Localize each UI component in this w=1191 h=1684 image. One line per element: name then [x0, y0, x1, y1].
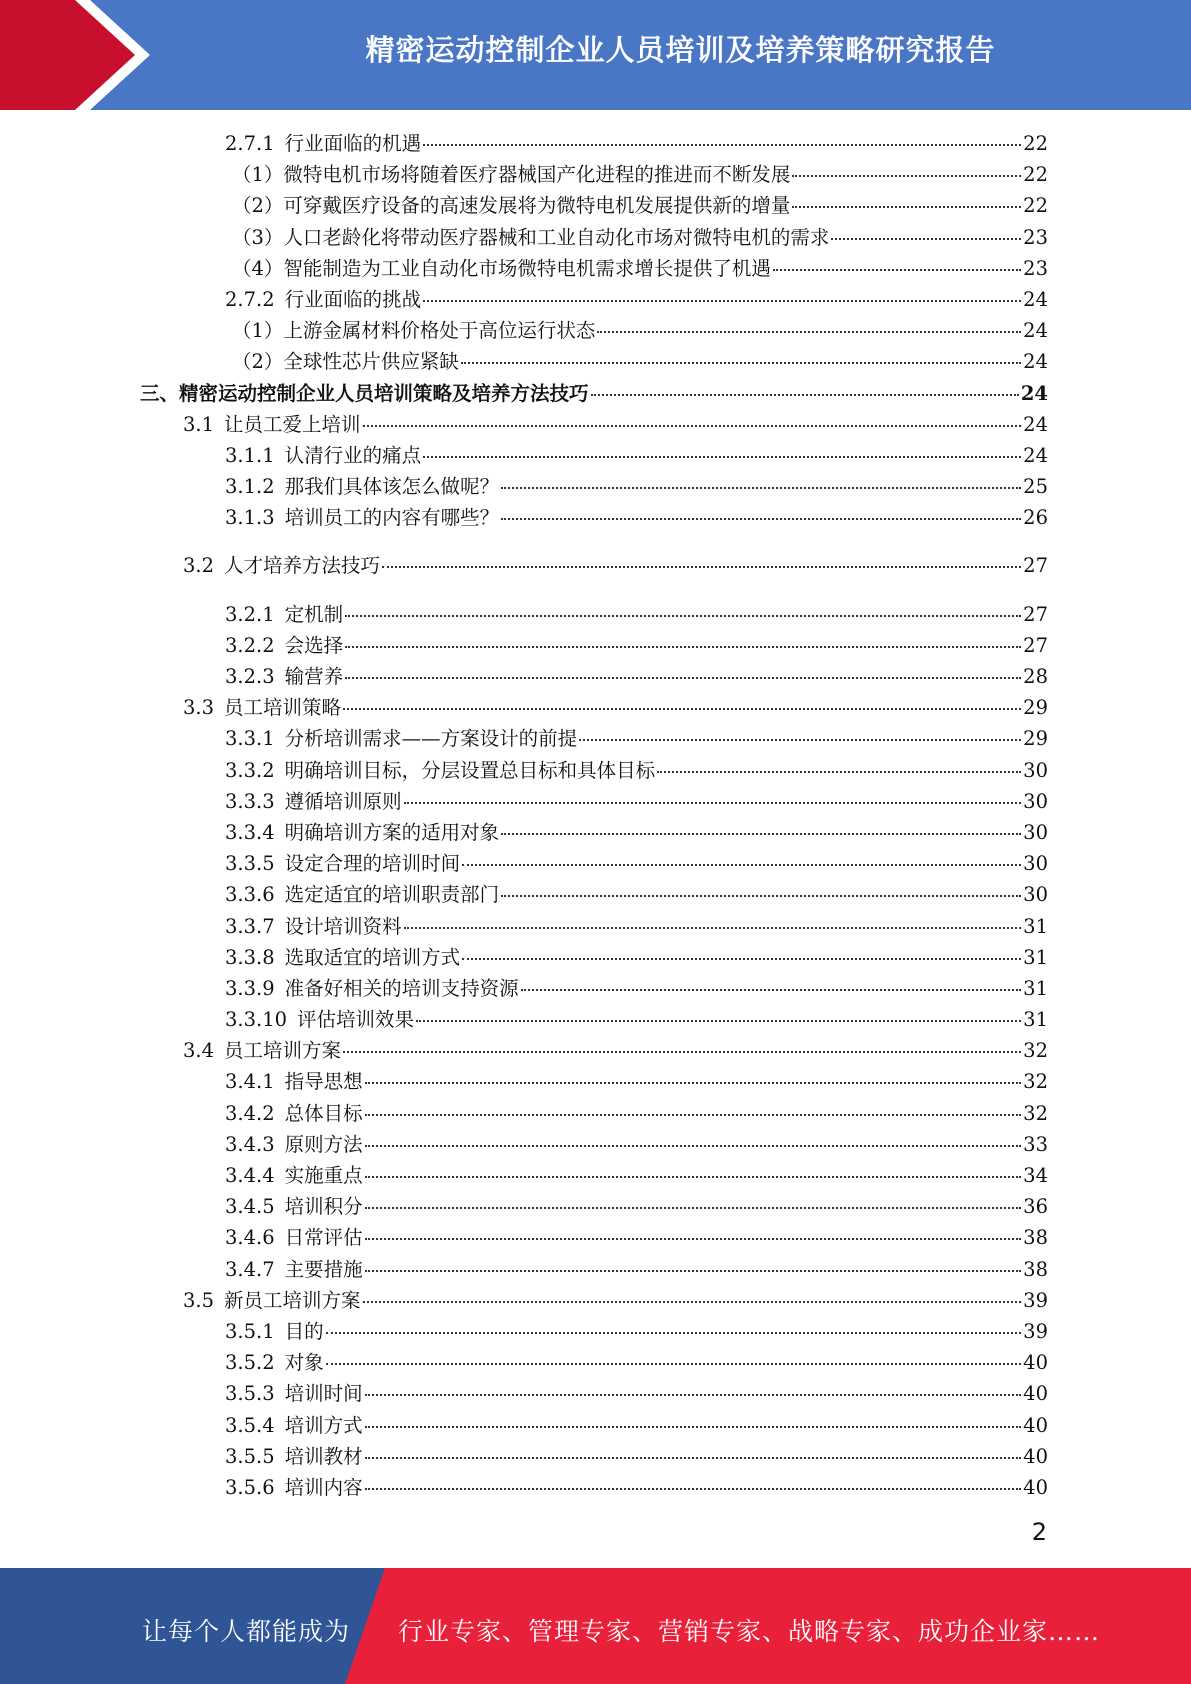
toc-entry[interactable]	[140, 128, 1048, 159]
toc-dot-leader	[501, 487, 1021, 489]
toc-entry-page: 23	[1023, 256, 1048, 280]
toc-entry-page: 24	[1023, 412, 1048, 436]
toc-entry-page: 27	[1023, 602, 1048, 626]
toc-entry-title: 设定合理的培训时间	[284, 852, 461, 876]
toc-entry-title: 行业面临的机遇	[284, 132, 422, 155]
toc-entry-number: 3.4.1	[225, 1070, 275, 1094]
toc-entry-number: 3.3.6	[225, 883, 275, 907]
toc-entry[interactable]	[140, 550, 1048, 581]
toc-entry-title: 输营养	[284, 665, 344, 688]
toc-entry[interactable]	[140, 502, 1048, 533]
toc-entry-number: 3.5.2	[225, 1351, 275, 1375]
toc-entry-title: 总体目标	[284, 1101, 363, 1125]
toc-entry-title: 目的	[284, 1319, 324, 1343]
toc-dot-leader	[423, 300, 1021, 302]
toc-entry-number: 3.5.3	[225, 1382, 275, 1406]
toc-entry-page: 30	[1023, 789, 1048, 813]
toc-entry[interactable]	[140, 440, 1048, 471]
page-header	[0, 0, 1191, 110]
toc-entry-title: 培训内容	[284, 1475, 363, 1499]
toc-dot-leader	[365, 1394, 1022, 1396]
toc-entry-number: 3.5.1	[225, 1319, 275, 1343]
toc-entry-title: 日常评估	[284, 1226, 363, 1250]
toc-dot-leader	[404, 802, 1022, 804]
toc-entry-title: 培训教材	[284, 1444, 363, 1468]
toc-entry[interactable]	[140, 346, 1048, 377]
toc-dot-leader	[365, 1457, 1022, 1459]
toc-entry-number: 3.3.10	[225, 1008, 288, 1032]
toc-entry-number: 2.7.2	[225, 287, 275, 311]
toc-entry-number: 3.3.2	[225, 758, 275, 782]
toc-dot-leader	[462, 958, 1021, 960]
toc-entry-page: 40	[1023, 1382, 1048, 1406]
toc-entry-number: 3.1.2	[225, 475, 275, 499]
toc-entry[interactable]	[140, 1066, 1048, 1097]
toc-entry[interactable]	[140, 1191, 1048, 1222]
toc-dot-leader	[365, 1176, 1022, 1178]
toc-entry-number: 3.2	[183, 554, 215, 578]
toc-entry[interactable]	[140, 817, 1048, 848]
toc-entry-title: 人才培养方法技巧	[224, 554, 381, 578]
toc-entry-number: 3.2.3	[225, 665, 275, 688]
toc-entry[interactable]	[140, 1254, 1048, 1285]
toc-entry-number: 3.5.6	[225, 1475, 275, 1499]
toc-entry-page: 40	[1023, 1413, 1048, 1437]
toc-entry[interactable]	[140, 1098, 1048, 1129]
toc-entry-title: 实施重点	[284, 1164, 363, 1187]
toc-entry-title: 遵循培训原则	[284, 789, 402, 813]
toc-entry-page: 31	[1023, 914, 1048, 938]
toc-entry[interactable]	[140, 911, 1048, 942]
toc-entry[interactable]	[140, 1378, 1048, 1409]
toc-dot-leader	[365, 1270, 1022, 1272]
toc-entry-number: 3.1.3	[225, 506, 275, 530]
toc-entry[interactable]	[140, 755, 1048, 786]
toc-entry-page: 31	[1023, 945, 1048, 969]
toc-entry[interactable]	[140, 942, 1048, 973]
toc-entry-number: 3.1.1	[225, 443, 275, 467]
toc-entry-title: 设计培训资料	[284, 914, 402, 938]
toc-entry-number: 3.1	[183, 412, 215, 436]
toc-entry-number: 3.2.2	[225, 633, 275, 657]
toc-entry-number: 3.4.3	[225, 1132, 275, 1156]
toc-entry-page: 24	[1020, 381, 1048, 405]
toc-entry-page: 30	[1023, 852, 1048, 876]
toc-entry-number: 3.2.1	[225, 602, 275, 626]
toc-entry-number: 3.3.8	[225, 945, 275, 969]
toc-dot-leader	[365, 1145, 1022, 1147]
toc-entry-page: 39	[1023, 1288, 1048, 1312]
toc-entry-number: 3.3	[183, 696, 215, 720]
toc-entry-title: 分析培训需求——方案设计的前提	[284, 727, 578, 751]
toc-entry[interactable]	[140, 1347, 1048, 1378]
toc-entry-page: 34	[1023, 1164, 1048, 1187]
toc-dot-leader	[423, 456, 1021, 458]
toc-entry-number: 3.3.3	[225, 789, 275, 813]
toc-entry-number: 3.4.6	[225, 1226, 275, 1250]
toc-entry-title: 培训员工的内容有哪些？	[284, 506, 500, 530]
table-of-contents	[140, 128, 1048, 1503]
toc-entry-page: 27	[1023, 633, 1048, 657]
toc-dot-leader	[326, 1363, 1022, 1365]
footer-slogan-right: 行业专家、管理专家、营销专家、战略专家、成功企业家……	[398, 1617, 1101, 1646]
toc-entry[interactable]	[140, 190, 1048, 221]
toc-dot-leader	[365, 1238, 1022, 1240]
toc-entry[interactable]	[140, 1410, 1048, 1441]
toc-dot-leader	[365, 1114, 1022, 1116]
toc-entry-title: （3）人口老龄化将带动医疗器械和工业自动化市场对微特电机的需求	[232, 225, 830, 249]
toc-entry[interactable]	[140, 848, 1048, 879]
toc-entry-title: 明确培训方案的适用对象	[284, 820, 500, 844]
toc-entry-title: 新员工培训方案	[224, 1288, 361, 1312]
toc-entry-title: 培训时间	[284, 1382, 363, 1406]
toc-dot-leader	[657, 771, 1021, 773]
toc-dot-leader	[345, 615, 1021, 617]
toc-entry[interactable]	[140, 378, 1048, 409]
toc-entry[interactable]	[140, 409, 1048, 440]
toc-entry-title: 对象	[284, 1351, 324, 1375]
toc-entry[interactable]	[140, 630, 1048, 661]
toc-entry-page: 24	[1023, 443, 1048, 467]
toc-dot-leader	[462, 864, 1021, 866]
toc-dot-leader	[326, 1332, 1022, 1334]
toc-entry-title: 三、精密运动控制企业人员培训策略及培养方法技巧	[140, 381, 589, 405]
toc-entry[interactable]	[140, 1285, 1048, 1316]
toc-entry-title: （4）智能制造为工业自动化市场微特电机需求增长提供了机遇	[232, 256, 771, 280]
toc-entry-number: 3.4.4	[225, 1164, 275, 1187]
toc-dot-leader	[461, 362, 1021, 364]
toc-entry-number: 3.3.5	[225, 852, 275, 876]
toc-entry-number: 2.7.1	[225, 132, 275, 155]
toc-entry-title: 员工培训策略	[224, 696, 342, 720]
toc-entry[interactable]	[140, 222, 1048, 253]
toc-entry-title: 评估培训效果	[297, 1008, 415, 1032]
toc-entry-page: 40	[1023, 1475, 1048, 1499]
toc-entry-page: 40	[1023, 1444, 1048, 1468]
toc-entry[interactable]	[140, 1035, 1048, 1066]
toc-entry-page: 29	[1023, 696, 1048, 720]
toc-entry-title: （1）微特电机市场将随着医疗器械国产化进程的推进而不断发展	[232, 163, 791, 187]
toc-entry-title: 准备好相关的培训支持资源	[284, 976, 519, 1000]
toc-entry-number: 3.3.9	[225, 976, 275, 1000]
toc-entry-number: 3.3.7	[225, 914, 275, 938]
toc-dot-leader	[579, 739, 1021, 741]
toc-entry-page: 38	[1023, 1226, 1048, 1250]
toc-entry-page: 32	[1023, 1039, 1048, 1063]
toc-dot-leader	[363, 1301, 1022, 1303]
toc-entry[interactable]	[140, 253, 1048, 284]
toc-dot-leader	[343, 1051, 1021, 1053]
toc-entry-page: 33	[1023, 1132, 1048, 1156]
toc-entry-page: 30	[1023, 883, 1048, 907]
toc-entry-page: 31	[1023, 976, 1048, 1000]
toc-entry-title: 让员工爱上培训	[224, 412, 361, 436]
toc-entry-page: 24	[1023, 287, 1048, 311]
toc-dot-leader	[365, 1426, 1022, 1428]
toc-entry-title: （2）全球性芯片供应紧缺	[232, 350, 459, 374]
toc-entry-title: 会选择	[284, 633, 344, 657]
toc-dot-leader	[597, 331, 1021, 333]
toc-entry[interactable]	[140, 786, 1048, 817]
toc-entry[interactable]	[140, 1316, 1048, 1347]
toc-dot-leader	[792, 206, 1021, 208]
toc-entry-title: 行业面临的挑战	[284, 287, 422, 311]
toc-dot-leader	[831, 238, 1021, 240]
toc-dot-leader	[521, 989, 1022, 991]
report-title: 精密运动控制企业人员培训及培养策略研究报告	[365, 33, 996, 67]
toc-entry-title: 员工培训方案	[224, 1039, 342, 1063]
toc-entry[interactable]	[140, 599, 1048, 630]
toc-dot-leader	[363, 425, 1022, 427]
toc-entry-number: 3.5.4	[225, 1413, 275, 1437]
toc-entry[interactable]	[140, 1160, 1048, 1191]
toc-entry[interactable]	[140, 284, 1048, 315]
toc-dot-leader	[501, 518, 1021, 520]
toc-entry[interactable]	[140, 1472, 1048, 1503]
toc-entry[interactable]	[140, 879, 1048, 910]
toc-entry-number: 3.3.1	[225, 727, 275, 751]
toc-entry-title: 定机制	[284, 602, 344, 626]
toc-entry[interactable]	[140, 661, 1048, 692]
toc-entry-page: 23	[1023, 225, 1048, 249]
toc-dot-leader	[365, 1082, 1022, 1084]
toc-entry[interactable]	[140, 723, 1048, 754]
toc-entry-title: 原则方法	[284, 1132, 363, 1156]
toc-entry[interactable]	[140, 1129, 1048, 1160]
toc-entry-number: 3.3.4	[225, 820, 275, 844]
toc-entry[interactable]	[140, 973, 1048, 1004]
toc-entry-page: 32	[1023, 1070, 1048, 1094]
toc-dot-leader	[343, 708, 1021, 710]
toc-dot-leader	[501, 833, 1021, 835]
toc-dot-leader	[591, 394, 1019, 396]
toc-entry-title: 认清行业的痛点	[284, 443, 422, 467]
toc-dot-leader	[501, 895, 1021, 897]
page-number: 2	[1031, 1518, 1047, 1546]
toc-dot-leader	[365, 1488, 1022, 1490]
toc-dot-leader	[404, 927, 1022, 929]
toc-entry[interactable]	[140, 315, 1048, 346]
footer-slogan-left: 让每个人都能成为	[142, 1617, 351, 1646]
toc-entry-page: 39	[1023, 1319, 1048, 1343]
toc-entry-page: 24	[1023, 350, 1048, 374]
toc-dot-leader	[345, 646, 1021, 648]
toc-entry-title: 主要措施	[284, 1257, 363, 1281]
toc-dot-leader	[792, 175, 1021, 177]
toc-entry[interactable]	[140, 692, 1048, 723]
toc-entry-title: 明确培训目标，分层设置总目标和具体目标	[284, 758, 656, 782]
toc-entry-page: 29	[1023, 727, 1048, 751]
toc-entry-number: 3.4.5	[225, 1195, 275, 1219]
toc-entry-page: 22	[1023, 194, 1048, 218]
toc-entry[interactable]	[140, 1004, 1048, 1035]
toc-entry-number: 3.4.7	[225, 1257, 275, 1281]
toc-entry[interactable]	[140, 159, 1048, 190]
toc-entry-number: 3.4.2	[225, 1101, 275, 1125]
toc-dot-leader	[423, 144, 1021, 146]
toc-entry-number: 3.5	[183, 1288, 215, 1312]
toc-entry-title: （2）可穿戴医疗设备的高速发展将为微特电机发展提供新的增量	[232, 194, 791, 218]
toc-entry-page: 36	[1023, 1195, 1048, 1219]
toc-dot-leader	[382, 566, 1021, 568]
toc-entry-page: 31	[1023, 1008, 1048, 1032]
toc-entry-page: 30	[1023, 820, 1048, 844]
toc-entry-page: 22	[1023, 132, 1048, 155]
toc-entry-page: 24	[1023, 319, 1048, 343]
page-footer	[0, 1568, 1191, 1684]
toc-entry-title: 那我们具体该怎么做呢？	[284, 475, 500, 499]
toc-entry-page: 38	[1023, 1257, 1048, 1281]
toc-dot-leader	[365, 1207, 1022, 1209]
toc-entry-number: 3.5.5	[225, 1444, 275, 1468]
toc-entry-title: 选取适宜的培训方式	[284, 945, 461, 969]
toc-entry[interactable]	[140, 1441, 1048, 1472]
toc-entry-number: 3.4	[183, 1039, 215, 1063]
toc-dot-leader	[416, 1020, 1021, 1022]
toc-dot-leader	[773, 269, 1021, 271]
toc-entry[interactable]	[140, 471, 1048, 502]
toc-entry-page: 22	[1023, 163, 1048, 187]
toc-entry-title: 选定适宜的培训职责部门	[284, 883, 500, 907]
toc-entry-page: 32	[1023, 1101, 1048, 1125]
toc-entry-page: 25	[1023, 475, 1048, 499]
toc-entry-title: 培训方式	[284, 1413, 363, 1437]
toc-entry[interactable]	[140, 1222, 1048, 1253]
toc-entry-page: 27	[1023, 554, 1048, 578]
toc-entry-page: 26	[1023, 506, 1048, 530]
toc-entry-page: 40	[1023, 1351, 1048, 1375]
toc-entry-title: 指导思想	[284, 1070, 363, 1094]
toc-entry-title: （1）上游金属材料价格处于高位运行状态	[232, 319, 596, 343]
toc-entry-page: 30	[1023, 758, 1048, 782]
toc-entry-page: 28	[1023, 665, 1048, 688]
toc-entry-title: 培训积分	[284, 1195, 363, 1219]
toc-dot-leader	[345, 677, 1021, 679]
